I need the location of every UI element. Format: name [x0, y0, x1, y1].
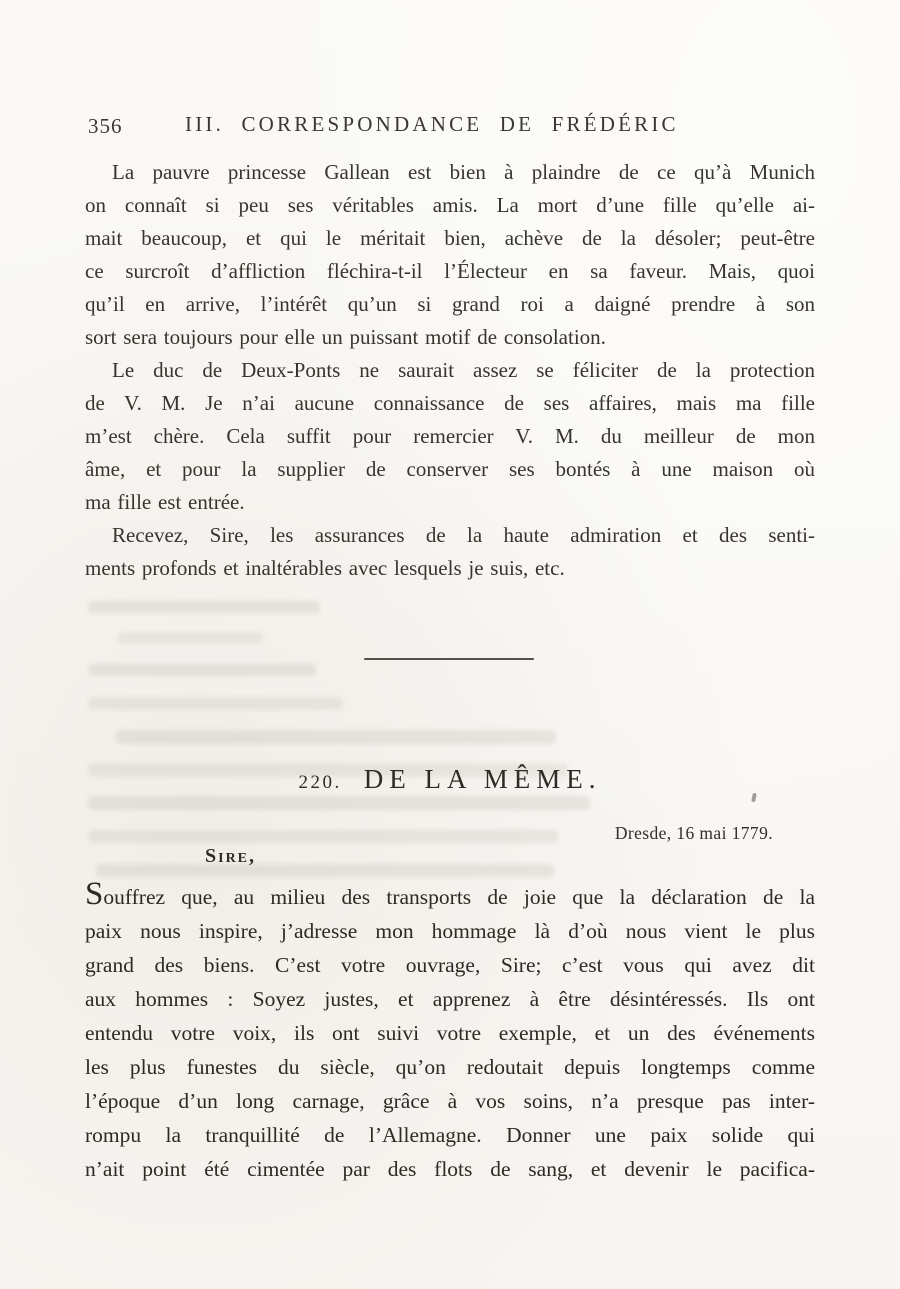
text-line: âme, et pour la supplier de conserver ses bontés à une maison où — [85, 457, 815, 481]
bleed-through-smudge — [88, 664, 316, 676]
text-line: qu’il en arrive, l’intérêt qu’un si grand roi a daigné prendre à son — [85, 292, 815, 316]
text-line: ce surcroît d’affliction fléchira-t-il l’Électeur en sa faveur. Mais, quoi — [85, 259, 815, 283]
text-line: entendu votre voix, ils ont suivi votre exemple, et un des événements — [85, 1021, 815, 1045]
bleed-through-smudge — [96, 864, 554, 877]
letter-number: 220. — [298, 772, 342, 793]
paragraph — [85, 156, 815, 354]
text-line: n’ait point été cimentée par des flots de sang, et devenir le pacifica- — [85, 1157, 815, 1181]
text-line: grand des biens. C’est votre ouvrage, Sire; c’est vous qui avez dit — [85, 953, 815, 977]
text-line: mait beaucoup, et qui le méritait bien, achève de la désoler; peut-être — [85, 226, 815, 250]
text-line: Recevez, Sire, les assurances de la haute admiration et des senti- — [112, 523, 815, 547]
page-header — [85, 112, 815, 142]
text-line: m’est chère. Cela suffit pour remercier V. M. du meilleur de mon — [85, 424, 815, 448]
text-line: l’époque d’un long carnage, grâce à vos soins, n’a presque pas inter- — [85, 1089, 815, 1113]
bleed-through-smudge — [88, 796, 590, 810]
letter-title: DE LA MÊME. — [363, 764, 602, 794]
text-line: on connaît si peu ses véritables amis. La mort d’une fille qu’elle ai- — [85, 193, 815, 217]
text-line: La pauvre princesse Gallean est bien à plaindre de ce qu’à Munich — [112, 160, 815, 184]
salutation: Sire, — [205, 845, 257, 867]
text-line: rompu la tranquillité de l’Allemagne. Donner une paix solide qui — [85, 1123, 815, 1147]
letter-220-body — [85, 880, 815, 1186]
letter-220-heading — [0, 764, 900, 795]
text-line: Souffrez que, au milieu des transports de joie que la déclaration de la — [85, 880, 815, 912]
bleed-through-smudge — [88, 601, 320, 613]
text-line: ments profonds et inaltérables avec lesquels je suis, etc. — [85, 556, 565, 580]
text-line: les plus funestes du siècle, qu’on redoutait depuis longtemps comme — [85, 1055, 815, 1079]
running-title: III. CORRESPONDANCE DE FRÉDÉRIC — [185, 112, 679, 136]
paragraph — [85, 519, 815, 585]
text-line: ma fille est entrée. — [85, 490, 245, 514]
dateline: Dresde, 16 mai 1779. — [614, 823, 773, 843]
page-number: 356 — [88, 114, 123, 138]
text-line: aux hommes : Soyez justes, et apprenez à être désintéressés. Ils ont — [85, 987, 815, 1011]
text-line: Le duc de Deux-Ponts ne saurait assez se féliciter de la protection — [112, 358, 815, 382]
bleed-through-smudge — [116, 730, 556, 744]
text-line: sort sera toujours pour elle un puissant motif de consolation. — [85, 325, 606, 349]
bleed-through-smudge — [88, 697, 343, 710]
letter-219-body — [85, 156, 815, 585]
bleed-through-smudge — [118, 632, 263, 644]
text-line: paix nous inspire, j’adresse mon hommage là d’où nous vient le plus — [85, 919, 815, 943]
text-line: de V. M. Je n’ai aucune connaissance de ses affaires, mais ma fille — [85, 391, 815, 415]
section-divider — [364, 658, 534, 660]
paragraph — [85, 354, 815, 519]
